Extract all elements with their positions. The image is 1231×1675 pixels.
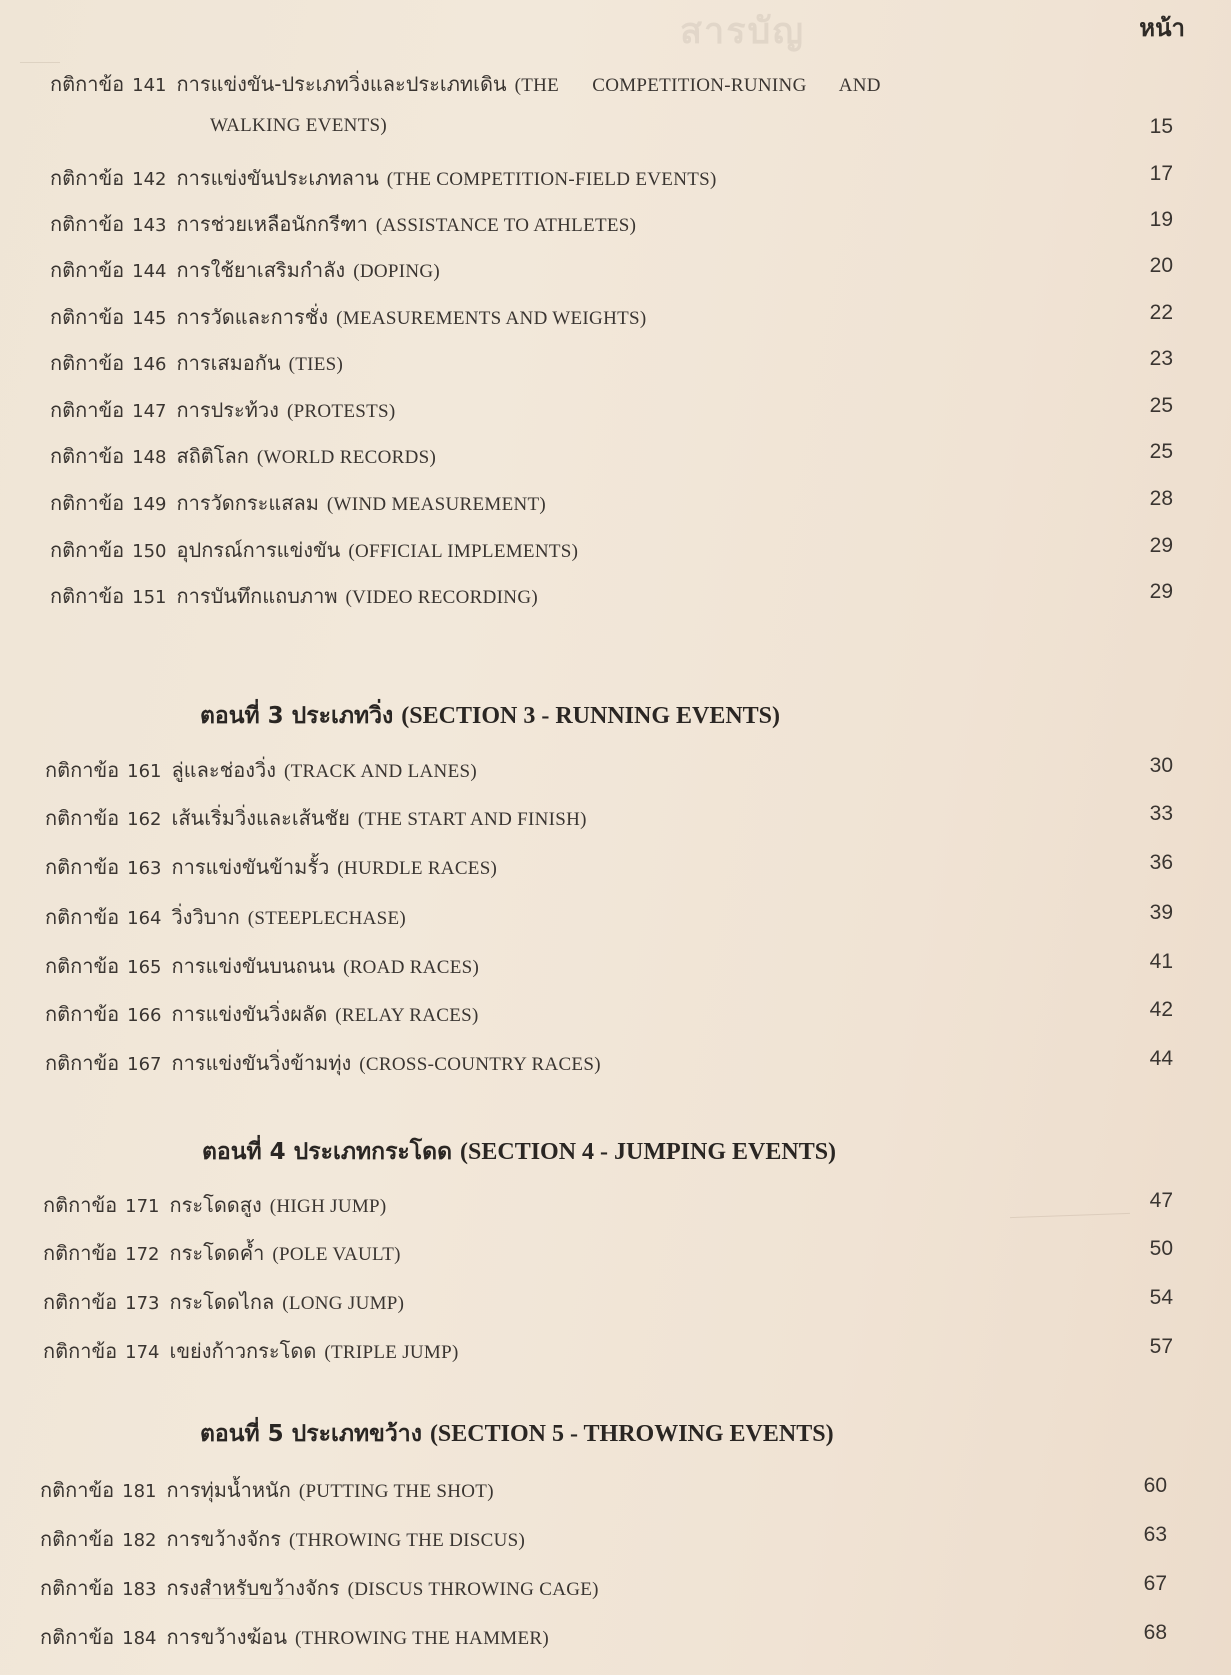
page-number: 63 [1143,1523,1167,1546]
toc-entry-164 [0,901,1231,937]
toc-entry-171 [0,1189,1231,1225]
toc-entry-165 [0,950,1231,986]
rule-title-thai: การขว้างฆ้อน [166,1625,287,1649]
paper-mark [20,62,60,63]
toc-entry-145 [0,301,1231,337]
rule-title-english: (THROWING THE HAMMER) [295,1628,549,1649]
rule-number: 167 [127,1054,162,1075]
page-number: 50 [1149,1237,1173,1260]
page-number: 17 [1149,162,1173,185]
toc-entry-182 [0,1523,1231,1559]
rule-number: 149 [132,494,167,515]
section-title-thai: ตอนที่ 3 ประเภทวิ่ง [200,703,394,729]
toc-entry-163 [0,851,1231,887]
rule-title-thai: วิ่งวิบาก [171,905,240,929]
rule-number: 184 [122,1628,157,1649]
rule-label: กติกาข้อ [50,584,125,608]
rule-title-english: (CROSS-COUNTRY RACES) [359,1054,601,1075]
rule-number: 151 [132,587,167,608]
rule-title-thai: การทุ่มน้ำหนัก [166,1478,291,1502]
toc-entry-143 [0,208,1231,244]
toc-entry-151 [0,580,1231,616]
rule-title-english: (WORLD RECORDS) [256,447,437,468]
rule-number: 161 [127,761,162,782]
rule-title-thai: กระโดดค้ำ [169,1241,265,1265]
rule-title-english: (POLE VAULT) [272,1244,401,1265]
page-number: 39 [1149,901,1173,924]
toc-entry-167 [0,1047,1231,1083]
rule-title-thai: การบันทึกแถบภาพ [176,584,338,608]
toc-entry-161 [0,754,1231,790]
section-heading-5 [200,1416,834,1452]
page-number: 60 [1143,1474,1167,1497]
rule-number: 165 [127,957,162,978]
page-number: 20 [1149,254,1173,277]
rule-label: กติกาข้อ [40,1576,115,1600]
section-heading-3 [200,698,780,734]
rule-title-english: (LONG JUMP) [282,1293,405,1314]
rule-label: กติกาข้อ [40,1478,115,1502]
rule-title-thai: การขว้างจักร [166,1527,282,1551]
rule-title-english: (MEASUREMENTS AND WEIGHTS) [336,308,647,329]
rule-label: กติกาข้อ [45,905,120,929]
rule-number: 183 [122,1579,157,1600]
rule-label: กติกาข้อ [43,1193,118,1217]
rule-number: 181 [122,1481,157,1502]
rule-label: กติกาข้อ [50,398,125,422]
toc-entry-150 [0,534,1231,570]
page-number: 28 [1149,487,1173,510]
rule-title-english: (PUTTING THE SHOT) [298,1481,494,1502]
toc-entry-172 [0,1237,1231,1273]
rule-title-thai: การแข่งขันวิ่งข้ามทุ่ง [171,1051,352,1075]
rule-label: กติกาข้อ [43,1339,118,1363]
page-number: 67 [1143,1572,1167,1595]
rule-title-english: (WIND MEASUREMENT) [326,494,547,515]
rule-number: 182 [122,1530,157,1551]
page-number: 30 [1149,754,1173,777]
rule-label: กติกาข้อ [45,954,120,978]
rule-number: 145 [132,308,167,329]
section-title-thai: ตอนที่ 4 ประเภทกระโดด [202,1139,453,1165]
rule-title-english: (HIGH JUMP) [269,1196,387,1217]
rule-label: กติกาข้อ [45,1051,120,1075]
toc-entry-146 [0,347,1231,383]
bleed-through-title: สารบัญ [680,11,806,51]
rule-number: 142 [132,169,167,190]
rule-label: กติกาข้อ [45,758,120,782]
rule-number: 143 [132,215,167,236]
rule-title-english: (TIES) [288,354,344,375]
rule-title-thai: ลู่และช่องวิ่ง [171,758,276,782]
rule-label: กติกาข้อ [45,1002,120,1026]
rule-title-english: (HURDLE RACES) [337,858,498,879]
page-number: 25 [1149,440,1173,463]
page-number: 22 [1149,301,1173,324]
rule-number: 173 [125,1293,160,1314]
page-number: 41 [1149,950,1173,973]
rule-label: กติกาข้อ [45,855,120,879]
rule-label: กติกาข้อ [50,212,125,236]
rule-title-english: (DOPING) [353,261,441,282]
rule-title-english: (ASSISTANCE TO ATHLETES) [375,215,637,236]
rule-title-thai: กระโดดสูง [169,1193,262,1217]
toc-entry-141 [0,68,1231,104]
page-number: 36 [1149,851,1173,874]
rule-number: 146 [132,354,167,375]
rule-title-english: (VIDEO RECORDING) [345,587,538,608]
section-title-english: (SECTION 4 - JUMPING EVENTS) [460,1139,837,1165]
toc-entry-174 [0,1335,1231,1371]
rule-number: 150 [132,541,167,562]
page-number: 54 [1149,1286,1173,1309]
rule-title-english: (THE START AND FINISH) [357,809,587,830]
rule-title-thai: การแข่งขันบนถนน [171,954,336,978]
rule-label: กติกาข้อ [50,305,125,329]
rule-title-thai: กระโดดไกล [169,1290,275,1314]
rule-label: กติกาข้อ [50,538,125,562]
section-title-english: (SECTION 5 - THROWING EVENTS) [429,1421,834,1447]
toc-entry-149 [0,487,1231,523]
rule-label: กติกาข้อ [45,806,120,830]
rule-title-thai: การแข่งขันข้ามรั้ว [171,855,330,879]
rule-number: 166 [127,1005,162,1026]
rule-title-english: (OFFICIAL IMPLEMENTS) [348,541,579,562]
rule-title-thai: สถิติโลก [176,444,249,468]
paper-mark [200,1598,290,1599]
page-number: 29 [1149,534,1173,557]
rule-number: 144 [132,261,167,282]
section-heading-4 [202,1134,836,1170]
rule-title-thai: การช่วยเหลือนักกรีฑา [176,212,368,236]
toc-entry-141-continued [0,115,1231,151]
toc-entry-144 [0,254,1231,290]
rule-title-english: (TRACK AND LANES) [283,761,477,782]
page-number: 68 [1143,1621,1167,1644]
rule-title-english: (PROTESTS) [286,401,396,422]
page-number: 25 [1149,394,1173,417]
toc-entry-166 [0,998,1231,1034]
rule-title-thai: การใช้ยาเสริมกำลัง [176,258,346,282]
rule-title-thai: การแข่งขันวิ่งผลัด [171,1002,328,1026]
rule-label: กติกาข้อ [50,351,125,375]
rule-number: 148 [132,447,167,468]
rule-label: กติกาข้อ [43,1241,118,1265]
page-number: 44 [1149,1047,1173,1070]
rule-title-english: (ROAD RACES) [343,957,480,978]
rule-title-english: (THE COMPETITION-RUNING AND [514,75,881,96]
rule-title-thai: เขย่งก้าวกระโดด [169,1339,317,1363]
rule-number: 147 [132,401,167,422]
rule-number: 164 [127,908,162,929]
rule-number: 163 [127,858,162,879]
toc-entry-181 [0,1474,1231,1510]
page-number: 47 [1149,1189,1173,1212]
rule-title-english: (THROWING THE DISCUS) [289,1530,526,1551]
toc-entry-142 [0,162,1231,198]
rule-title-thai: การแข่งขันประเภทลาน [176,166,379,190]
page-column-header: หน้า [1139,14,1185,42]
rule-title-english: (STEEPLECHASE) [247,908,407,929]
rule-title-thai: การวัดกระแสลม [176,491,319,515]
rule-label: กติกาข้อ [43,1290,118,1314]
page-number: 42 [1149,998,1173,1021]
rule-label: กติกาข้อ [50,166,125,190]
rule-title-english: (DISCUS THROWING CAGE) [347,1579,599,1600]
rule-title-english: (RELAY RACES) [335,1005,479,1026]
page-number: 15 [1149,115,1173,138]
rule-title-thai: อุปกรณ์การแข่งขัน [176,538,341,562]
toc-entry-148 [0,440,1231,476]
section-title-thai: ตอนที่ 5 ประเภทขว้าง [200,1421,422,1447]
page-number: 33 [1149,802,1173,825]
rule-title-thai: กรงสำหรับขว้างจักร [166,1576,340,1600]
section-title-english: (SECTION 3 - RUNNING EVENTS) [401,703,781,729]
rule-title-thai: เส้นเริ่มวิ่งและเส้นชัย [171,806,350,830]
toc-entry-183 [0,1572,1231,1608]
rule-label: กติกาข้อ [40,1625,115,1649]
page-number: 29 [1149,580,1173,603]
page-number: 19 [1149,208,1173,231]
rule-number: 174 [125,1342,160,1363]
toc-entry-184 [0,1621,1231,1657]
rule-title-english-continued: WALKING EVENTS) [210,115,388,136]
rule-label: กติกาข้อ [50,258,125,282]
rule-label: กติกาข้อ [50,491,125,515]
page-number: 23 [1149,347,1173,370]
rule-number: 162 [127,809,162,830]
rule-title-english: (TRIPLE JUMP) [324,1342,459,1363]
toc-entry-162 [0,802,1231,838]
page-number: 57 [1149,1335,1173,1358]
rule-label: กติกาข้อ [50,72,125,96]
rule-title-thai: การวัดและการชั่ง [176,305,329,329]
rule-title-thai: การแข่งขัน-ประเภทวิ่งและประเภทเดิน [176,72,507,96]
rule-label: กติกาข้อ [50,444,125,468]
toc-entry-147 [0,394,1231,430]
rule-title-thai: การประท้วง [176,398,279,422]
rule-title-english: (THE COMPETITION-FIELD EVENTS) [386,169,717,190]
toc-entry-173 [0,1286,1231,1322]
rule-label: กติกาข้อ [40,1527,115,1551]
rule-number: 172 [125,1244,160,1265]
rule-title-thai: การเสมอกัน [176,351,281,375]
rule-number: 141 [132,75,167,96]
rule-number: 171 [125,1196,160,1217]
